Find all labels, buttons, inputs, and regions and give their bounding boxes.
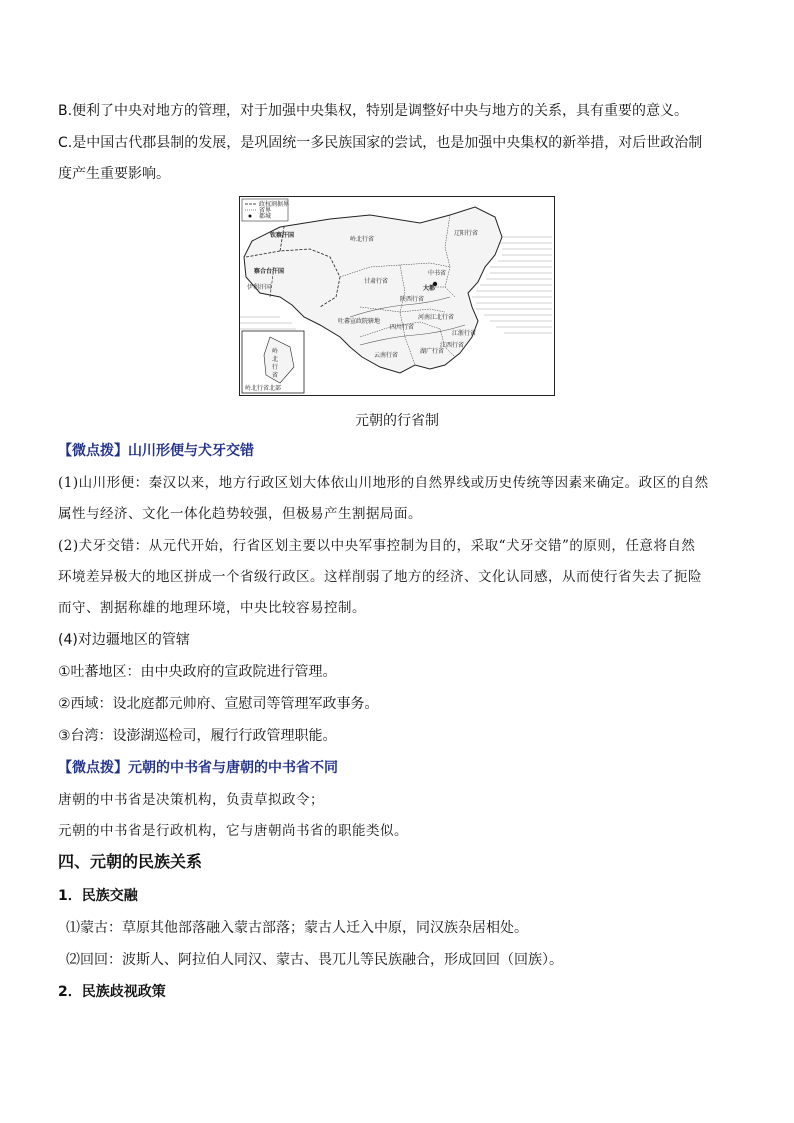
label-chagatai: 察合台汗国 <box>254 268 285 275</box>
tip2-title: 【微点拨】元朝的中书省与唐朝的中书省不同 <box>58 760 338 776</box>
label-huguang: 湖广行省 <box>420 348 445 355</box>
paragraph-c-line1: C.是中国古代郡县制的发展，是巩固统一多民族国家的尝试，也是加强中央集权的新举措，对后世政治制 <box>58 135 703 151</box>
tip1-line2: 属性与经济、文化一体化趋势较强，但极易产生割据局面。 <box>58 506 422 522</box>
label-jiangxi: 江西行省 <box>440 342 465 349</box>
legend-3: 都城 <box>259 213 272 220</box>
yuan-province-map <box>239 196 555 396</box>
tip1-line4: 环境差异极大的地区拼成一个省级行政区。这样削弱了地方的经济、文化认同感，从而使行省失去了扼险 <box>58 569 702 585</box>
tip1-title: 【微点拨】山川形便与犬牙交错 <box>58 443 254 459</box>
section4-sub2: 2．民族歧视政策 <box>58 984 166 1000</box>
paragraph-b: B.便利了中央对地方的管理，对于加强中央集权，特别是调整好中央与地方的关系，具有重要的意义。 <box>58 103 689 119</box>
inset-l4: 省 <box>272 372 279 379</box>
label-qincha: 钦察汗国 <box>270 232 295 239</box>
label-tubo: 吐蕃宣政院辖地 <box>338 318 381 325</box>
border-item-tubo: ①吐蕃地区：由中央政府的宣政院进行管理。 <box>58 664 337 680</box>
label-lingbei: 岭北行省 <box>350 236 375 243</box>
legend-2: 省界 <box>259 207 272 214</box>
section4-sub1: 1．民族交融 <box>58 888 138 904</box>
inset-l1: 岭 <box>272 348 279 355</box>
label-dadu: 大都 <box>423 285 436 292</box>
label-henan: 河南江北行省 <box>418 314 455 321</box>
legend-1: 政权割据界 <box>259 201 290 208</box>
label-zhongshu: 中书省 <box>428 270 447 277</box>
label-ilkhan: 伊利汗国 <box>247 284 272 291</box>
inset-title: 岭北行省北部 <box>245 385 282 392</box>
map-caption: 元朝的行省制 <box>355 413 439 429</box>
label-jiangzhe: 江浙行省 <box>452 330 477 337</box>
tip2-line2: 元朝的中书省是行政机构，它与唐朝尚书省的职能类似。 <box>58 823 408 839</box>
label-shanxi: 陕西行省 <box>400 296 425 303</box>
inset-l3: 行 <box>272 364 279 371</box>
label-sichuan: 四川行省 <box>390 324 415 331</box>
tip1-line3: (2)犬牙交错：从元代开始，行省区划主要以中央军事控制为目的，采取“犬牙交错”的原则，任意将自然 <box>58 538 696 554</box>
tip1-line1: (1)山川形便：秦汉以来，地方行政区划大体依山川地形的自然界线或历史传统等因素来确定。政区的自然 <box>58 475 709 491</box>
border-item-xiyu: ②西域：设北庭都元帅府、宣慰司等管理军政事务。 <box>58 696 379 712</box>
border-title: (4)对边疆地区的管辖 <box>58 632 190 648</box>
paragraph-c-line2: 度产生重要影响。 <box>58 166 170 182</box>
tip2-line1: 唐朝的中书省是决策机构，负责草拟政令； <box>58 792 324 808</box>
border-item-taiwan: ③台湾：设澎湖巡检司，履行行政管理职能。 <box>58 728 337 744</box>
tip1-line5: 而守、割据称雄的地理环境，中央比较容易控制。 <box>58 600 366 616</box>
section4-huihui: ⑵回回：波斯人、阿拉伯人同汉、蒙古、畏兀儿等民族融合，形成回回（回族）。 <box>66 952 563 968</box>
section4-title: 四、元朝的民族关系 <box>58 852 203 871</box>
inset-l2: 北 <box>272 356 279 363</box>
label-yunnan: 云南行省 <box>374 352 399 359</box>
label-liaoyang: 辽阳行省 <box>454 230 479 237</box>
label-gansu: 甘肃行省 <box>364 278 389 285</box>
section4-mongol: ⑴蒙古：草原其他部落融入蒙古部落；蒙古人迁入中原，同汉族杂居相处。 <box>66 920 528 936</box>
